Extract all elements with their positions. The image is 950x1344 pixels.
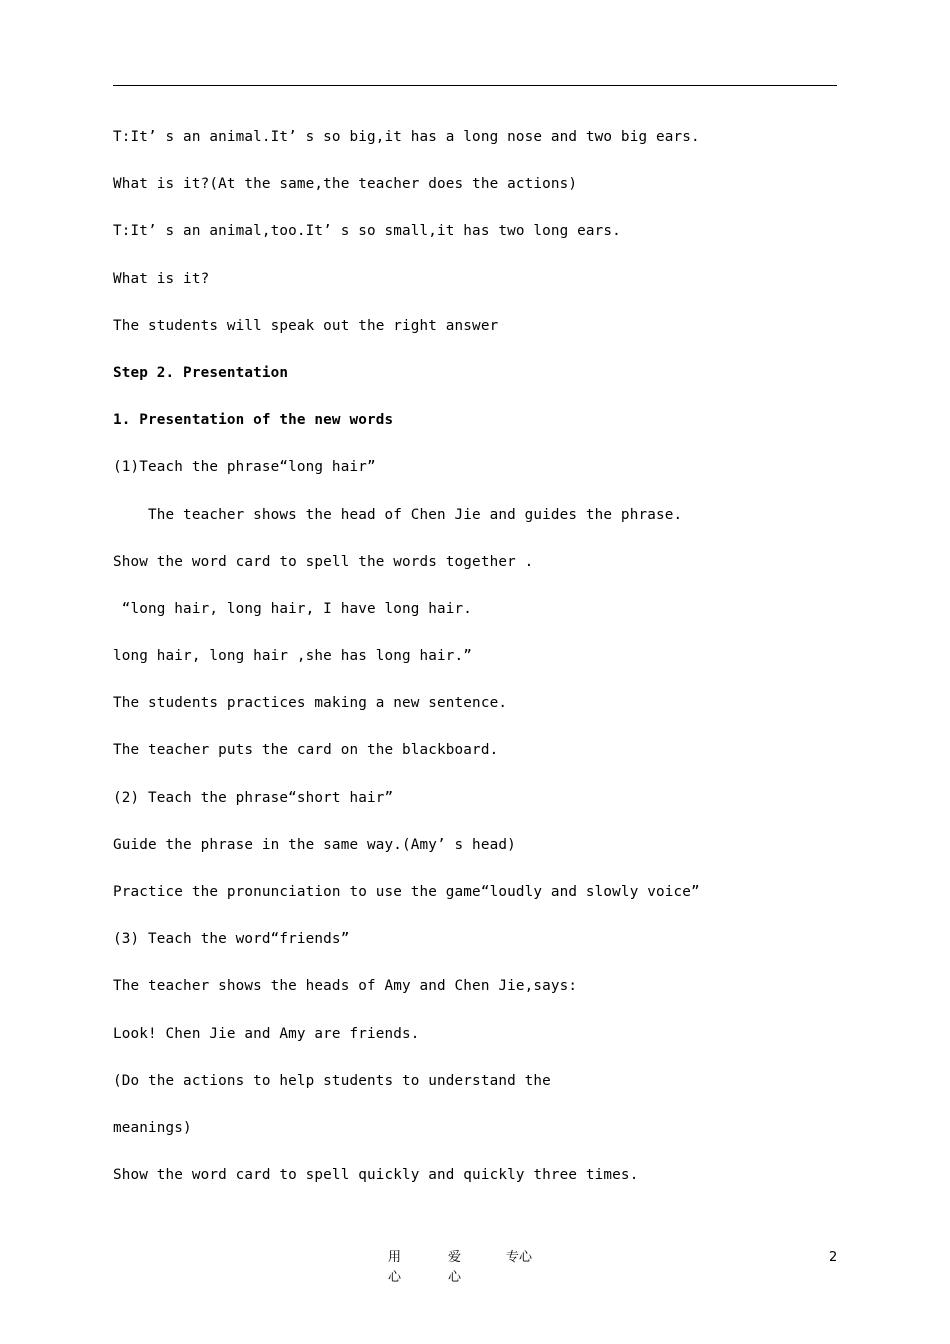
text-line: (Do the actions to help students to understand the [113, 1072, 551, 1089]
page-number: 2 [829, 1250, 838, 1265]
text-line: Show the word card to spell the words together . [113, 553, 534, 570]
footer-motto-2: 爱心 [448, 1250, 462, 1285]
step-heading: Step 2. Presentation [113, 364, 289, 381]
text-line: What is it? [113, 270, 210, 287]
text-line: The students practices making a new sentence. [113, 695, 508, 712]
text-line: long hair, long hair ,she has long hair.” [113, 648, 473, 665]
section-heading: 1. Presentation of the new words [113, 412, 394, 429]
text-line: Show the word card to spell quickly and quickly three times. [113, 1167, 639, 1184]
text-line: meanings) [113, 1119, 192, 1136]
footer-motto-3: 专心 [506, 1250, 533, 1265]
text-line: (1)Teach the phrase“long hair” [113, 459, 376, 476]
footer-motto-1: 用心 [388, 1250, 402, 1285]
document-body [113, 126, 837, 1211]
text-line: (3) Teach the word“friends” [113, 931, 350, 948]
text-line: What is it?(At the same,the teacher does the actions) [113, 176, 578, 193]
text-line: Guide the phrase in the same way.(Amy’ s head) [113, 836, 516, 853]
text-line: T:It’ s an animal.It’ s so big,it has a long nose and two big ears. [113, 129, 700, 145]
text-line: (2) Teach the phrase“short hair” [113, 789, 394, 806]
text-line: The teacher shows the heads of Amy and Chen Jie,says: [113, 978, 578, 995]
text-line: “long hair, long hair, I have long hair. [113, 600, 473, 617]
text-line: The teacher shows the head of Chen Jie and guides the phrase. [113, 506, 683, 523]
text-line: Look! Chen Jie and Amy are friends. [113, 1025, 420, 1042]
text-line: The students will speak out the right answer [113, 317, 499, 334]
text-line: T:It’ s an animal,too.It’ s so small,it has two long ears. [113, 223, 621, 240]
text-line: The teacher puts the card on the blackboard. [113, 742, 499, 759]
page-footer [0, 1248, 950, 1285]
text-line: Practice the pronunciation to use the game“loudly and slowly voice” [113, 884, 700, 900]
header-rule [113, 85, 837, 86]
